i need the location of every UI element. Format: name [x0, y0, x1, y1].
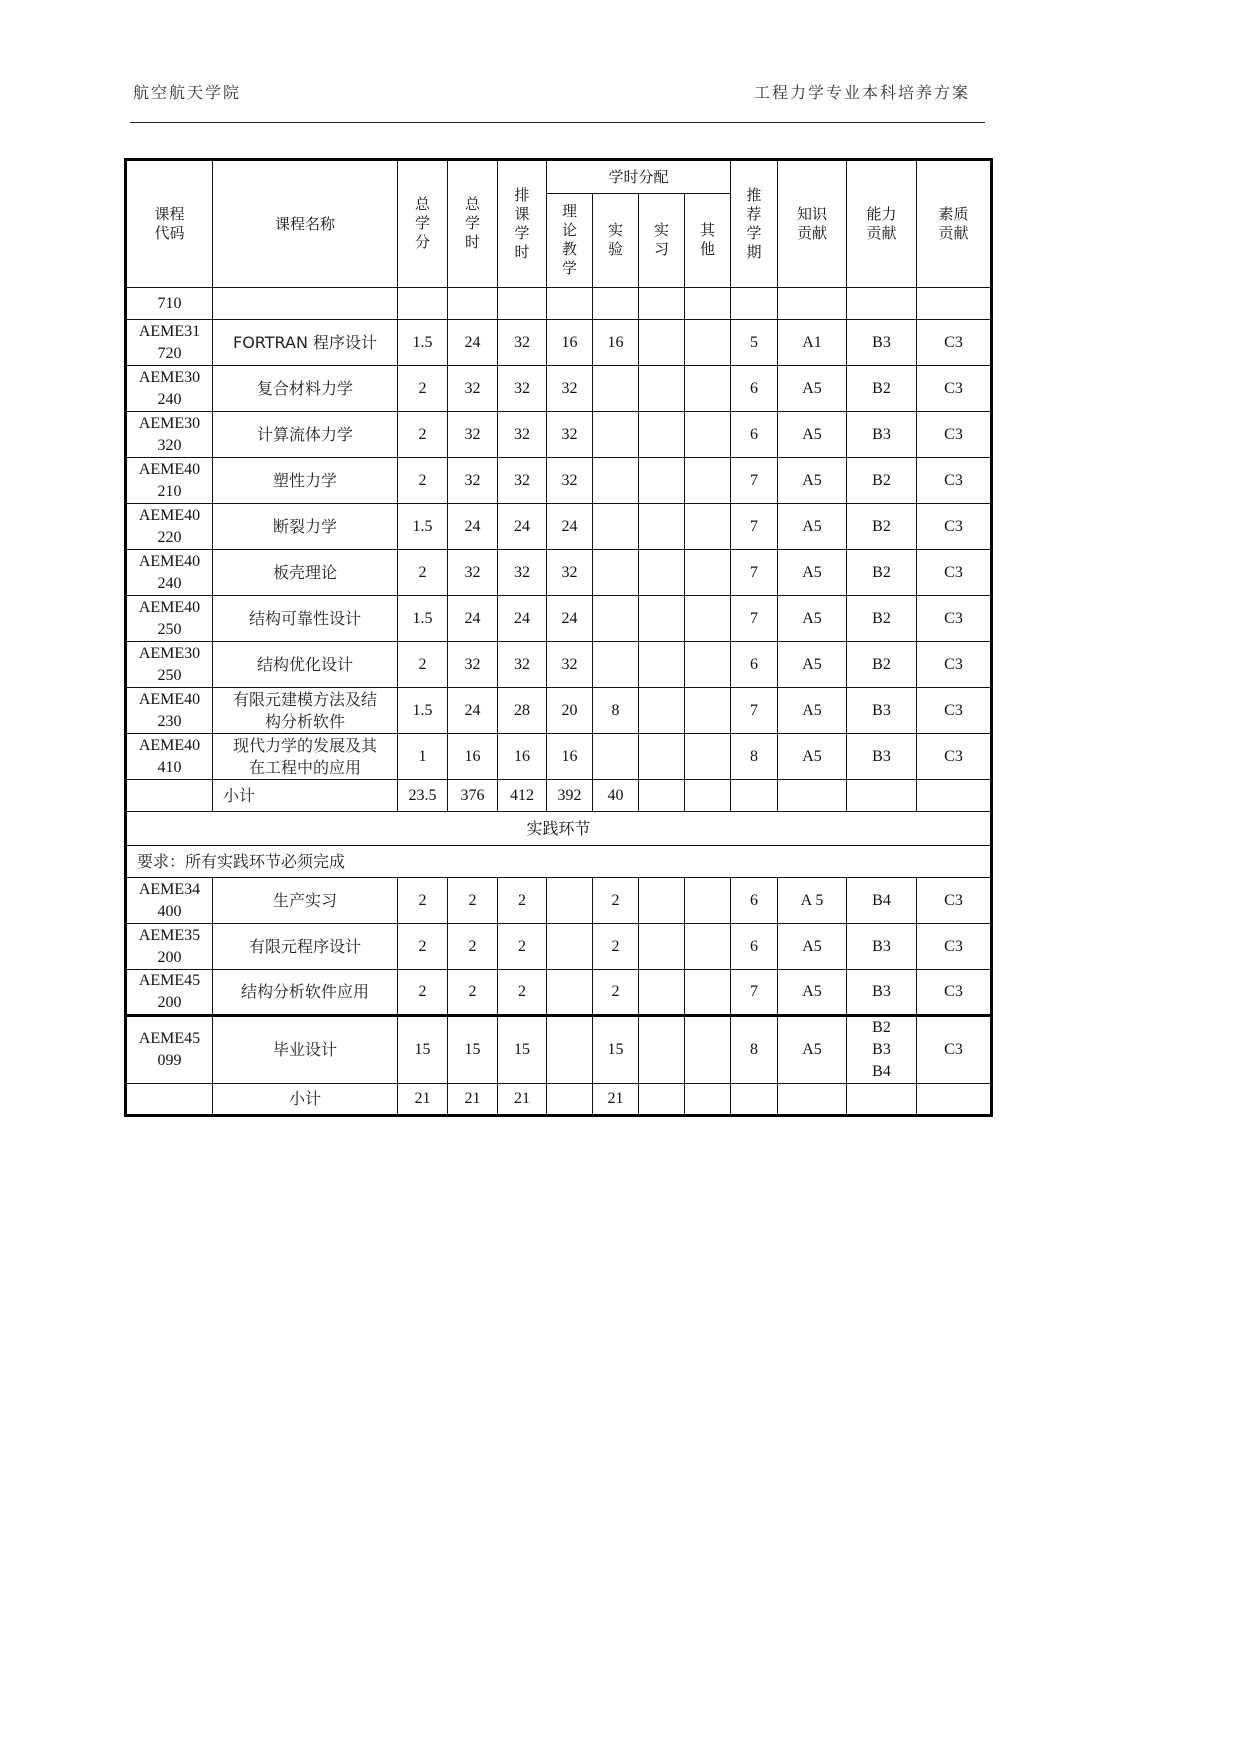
cell-credits: 2 — [398, 878, 448, 924]
cell-course-name: 毕业设计 — [213, 1016, 398, 1084]
cell-credits: 1.5 — [398, 504, 448, 550]
cell-other — [685, 596, 731, 642]
cell-a — [847, 1016, 917, 1084]
cell-q: C3 — [917, 550, 992, 596]
cell-practice — [639, 366, 685, 412]
cell-theory: 32 — [547, 458, 593, 504]
cell-semester: 6 — [731, 878, 778, 924]
cell-scheduled: 2 — [498, 970, 547, 1016]
header-school: 航空航天学院 — [133, 83, 242, 102]
table-row — [126, 688, 992, 734]
cell-lab — [593, 366, 639, 412]
cell-course-name: 塑性力学 — [213, 458, 398, 504]
cell-scheduled: 28 — [498, 688, 547, 734]
text-line: B4 — [872, 1063, 891, 1080]
cell-course-name: 结构分析软件应用 — [213, 970, 398, 1016]
table-cell — [126, 1084, 213, 1116]
col-lab: 实验 — [593, 194, 639, 288]
requirement-row — [126, 846, 992, 878]
cell-credits: 2 — [398, 458, 448, 504]
practice-row — [126, 878, 992, 924]
cell-other — [685, 642, 731, 688]
graduation-row — [126, 1016, 992, 1084]
text-line: 230 — [157, 712, 182, 730]
cell-semester: 7 — [731, 688, 778, 734]
cell-a: B2 — [847, 504, 917, 550]
cell-k: A5 — [778, 688, 847, 734]
cell-theory — [547, 878, 593, 924]
cell-semester: 7 — [731, 504, 778, 550]
text-line: AEME30 — [138, 414, 201, 432]
text-line: AEME40 — [138, 460, 201, 478]
table-cell — [639, 1084, 685, 1116]
cell-hours: 24 — [448, 320, 498, 366]
table-cell — [847, 1084, 917, 1116]
col-code: 课程代码 — [126, 160, 213, 288]
cell-lab — [593, 504, 639, 550]
table-cell — [639, 924, 685, 970]
text-line: 240 — [157, 574, 182, 592]
text-line: 200 — [157, 948, 182, 966]
text-line: 有限元建模方法及结 — [232, 689, 377, 709]
cell-code — [126, 550, 213, 596]
cell-scheduled: 15 — [498, 1016, 547, 1084]
section-title: 实践环节 — [126, 812, 992, 846]
col-quality: 素质贡献 — [917, 160, 992, 288]
header-program: 工程力学专业本科培养方案 — [753, 83, 970, 102]
cell-q: C3 — [917, 1016, 992, 1084]
col-semester: 推荐学期 — [731, 160, 778, 288]
cell-theory: 32 — [547, 412, 593, 458]
table-row — [126, 412, 992, 458]
cell-hours: 24 — [448, 596, 498, 642]
cell-k: A5 — [778, 642, 847, 688]
cell-a: B4 — [847, 878, 917, 924]
cell-k: A5 — [778, 412, 847, 458]
text-line: AEME34 — [138, 880, 201, 898]
cell-code — [126, 924, 213, 970]
cell-credits: 2 — [398, 970, 448, 1016]
cell-credits: 1 — [398, 734, 448, 780]
table-cell — [547, 1084, 593, 1116]
cell-code — [126, 366, 213, 412]
cell-k: A5 — [778, 924, 847, 970]
text-line: AEME40 — [138, 506, 201, 524]
col-group-hours: 学时分配 — [547, 160, 731, 194]
cell-semester: 7 — [731, 596, 778, 642]
cell-code — [126, 1016, 213, 1084]
table-cell — [685, 878, 731, 924]
cell-a: B3 — [847, 320, 917, 366]
table-cell — [731, 1084, 778, 1116]
cell-practice — [639, 412, 685, 458]
cell-lab: 15 — [593, 1016, 639, 1084]
cell-hours: 15 — [448, 1016, 498, 1084]
subtotal-scheduled: 21 — [498, 1084, 547, 1116]
cell-q: C3 — [917, 504, 992, 550]
cell-a: B3 — [847, 924, 917, 970]
table-row — [126, 596, 992, 642]
text-line: 720 — [157, 344, 182, 362]
cell-q: C3 — [917, 734, 992, 780]
cell-practice — [639, 550, 685, 596]
cell-practice — [639, 504, 685, 550]
cell-theory — [547, 970, 593, 1016]
cell-credits: 15 — [398, 1016, 448, 1084]
cell-k: A 5 — [778, 878, 847, 924]
cell-lab — [593, 550, 639, 596]
cell-course-name: 结构可靠性设计 — [213, 596, 398, 642]
cell-theory: 16 — [547, 734, 593, 780]
cell-practice — [639, 458, 685, 504]
cell-q: C3 — [917, 366, 992, 412]
cell-a: B2 — [847, 596, 917, 642]
cell-semester: 6 — [731, 642, 778, 688]
cell-hours: 24 — [448, 504, 498, 550]
table-cell — [731, 780, 778, 812]
col-theory: 理论教学 — [547, 194, 593, 288]
cell-course-name: 复合材料力学 — [213, 366, 398, 412]
cell-theory: 24 — [547, 504, 593, 550]
cell-q: C3 — [917, 320, 992, 366]
text-line: 099 — [157, 1052, 182, 1069]
cell-scheduled: 32 — [498, 642, 547, 688]
cell-k: A1 — [778, 320, 847, 366]
subtotal-lab: 40 — [593, 780, 639, 812]
cell-code — [126, 320, 213, 366]
cell-lab: 16 — [593, 320, 639, 366]
table-row — [126, 734, 992, 780]
cell-scheduled: 32 — [498, 458, 547, 504]
cell-course-name: 断裂力学 — [213, 504, 398, 550]
subtotal-credits: 23.5 — [398, 780, 448, 812]
cell-hours: 2 — [448, 878, 498, 924]
cell-semester: 6 — [731, 412, 778, 458]
cell-scheduled: 24 — [498, 504, 547, 550]
table-cell — [639, 878, 685, 924]
cell-code — [126, 458, 213, 504]
cell-other — [685, 504, 731, 550]
table-cell — [847, 780, 917, 812]
text-line: AEME40 — [138, 736, 201, 754]
cell-practice — [639, 320, 685, 366]
table-row-continuation — [126, 288, 992, 320]
cell-k: A5 — [778, 504, 847, 550]
col-credits: 总学分 — [398, 160, 448, 288]
text-line: 220 — [157, 528, 182, 546]
cell-theory: 24 — [547, 596, 593, 642]
cell-lab — [593, 642, 639, 688]
table-cell — [778, 780, 847, 812]
header-divider — [130, 122, 985, 123]
text-line: 250 — [157, 620, 182, 638]
cell-credits: 2 — [398, 366, 448, 412]
cell-semester: 6 — [731, 924, 778, 970]
cell-q: C3 — [917, 878, 992, 924]
cell-course-name: 计算流体力学 — [213, 412, 398, 458]
cell-course-name: 有限元程序设计 — [213, 924, 398, 970]
cell-hours: 32 — [448, 458, 498, 504]
cell-scheduled: 16 — [498, 734, 547, 780]
cell-lab: 8 — [593, 688, 639, 734]
text-line: AEME45 — [138, 972, 201, 989]
cell-other — [685, 458, 731, 504]
col-practice: 实习 — [639, 194, 685, 288]
cell-lab — [593, 596, 639, 642]
section-row — [126, 812, 992, 846]
cell-other — [685, 550, 731, 596]
cell-k: A5 — [778, 734, 847, 780]
table-cell — [685, 1016, 731, 1084]
text-line: B3 — [872, 1041, 891, 1058]
col-hours: 总学时 — [448, 160, 498, 288]
table-cell — [639, 780, 685, 812]
cell-hours: 24 — [448, 688, 498, 734]
table-cell — [126, 780, 213, 812]
cell-course-name: 板壳理论 — [213, 550, 398, 596]
cell-a: B3 — [847, 412, 917, 458]
cell-code — [126, 970, 213, 1016]
cell-code: 710 — [126, 288, 213, 320]
cell-other — [685, 320, 731, 366]
col-ability: 能力贡献 — [847, 160, 917, 288]
text-line: 构分析软件 — [264, 711, 345, 731]
cell-hours: 32 — [448, 366, 498, 412]
col-scheduled: 排课学时 — [498, 160, 547, 288]
text-line: AEME40 — [138, 690, 201, 708]
cell-q: C3 — [917, 596, 992, 642]
cell-code — [126, 734, 213, 780]
cell-semester: 8 — [731, 1016, 778, 1084]
table-cell — [778, 1084, 847, 1116]
cell-other — [685, 688, 731, 734]
cell-hours: 32 — [448, 412, 498, 458]
text-line: 在工程中的应用 — [248, 757, 361, 777]
cell-code — [126, 412, 213, 458]
cell-semester: 6 — [731, 366, 778, 412]
course-table — [124, 158, 993, 1117]
cell-theory: 16 — [547, 320, 593, 366]
cell-credits: 2 — [398, 924, 448, 970]
cell-course-name: FORTRAN 程序设计 — [213, 320, 398, 366]
text-line: 210 — [157, 482, 182, 500]
table-cell — [685, 780, 731, 812]
text-line: AEME40 — [138, 552, 201, 570]
cell-other — [685, 734, 731, 780]
cell-credits: 1.5 — [398, 688, 448, 734]
subtotal-label: 小计 — [213, 780, 398, 812]
cell-hours: 16 — [448, 734, 498, 780]
cell-theory: 32 — [547, 642, 593, 688]
text-line: 320 — [157, 436, 182, 454]
subtotal-credits: 21 — [398, 1084, 448, 1116]
table-cell — [685, 970, 731, 1016]
cell-lab — [593, 458, 639, 504]
cell-code — [126, 878, 213, 924]
cell-scheduled: 32 — [498, 366, 547, 412]
cell-code — [126, 642, 213, 688]
cell-lab — [593, 734, 639, 780]
cell-scheduled: 32 — [498, 412, 547, 458]
cell-practice — [639, 734, 685, 780]
text-line: AEME40 — [138, 598, 201, 616]
cell-theory: 20 — [547, 688, 593, 734]
cell-credits: 2 — [398, 642, 448, 688]
subtotal-row — [126, 1084, 992, 1116]
practice-row — [126, 970, 992, 1016]
text-line: 200 — [157, 994, 182, 1011]
text-line: B2 — [872, 1019, 891, 1036]
table-cell — [685, 1084, 731, 1116]
subtotal-theory: 392 — [547, 780, 593, 812]
cell-lab: 2 — [593, 924, 639, 970]
cell-q: C3 — [917, 970, 992, 1016]
requirement-text: 要求：所有实践环节必须完成 — [126, 846, 992, 878]
subtotal-row — [126, 780, 992, 812]
text-line: AEME35 — [138, 926, 201, 944]
cell-k: A5 — [778, 366, 847, 412]
table-row — [126, 504, 992, 550]
cell-scheduled: 2 — [498, 924, 547, 970]
cell-course-name: 生产实习 — [213, 878, 398, 924]
subtotal-scheduled: 412 — [498, 780, 547, 812]
cell-course-name: 结构优化设计 — [213, 642, 398, 688]
cell-practice — [639, 688, 685, 734]
text-line: AEME31 — [138, 322, 201, 340]
subtotal-lab: 21 — [593, 1084, 639, 1116]
cell-a: B3 — [847, 970, 917, 1016]
table-cell — [685, 924, 731, 970]
subtotal-hours: 21 — [448, 1084, 498, 1116]
cell-scheduled: 32 — [498, 550, 547, 596]
cell-credits: 2 — [398, 412, 448, 458]
cell-scheduled: 2 — [498, 878, 547, 924]
cell-q: C3 — [917, 688, 992, 734]
table-cell — [639, 970, 685, 1016]
cell-semester: 7 — [731, 970, 778, 1016]
cell-other — [685, 412, 731, 458]
cell-k: A5 — [778, 970, 847, 1016]
cell-lab: 2 — [593, 970, 639, 1016]
cell-semester: 7 — [731, 550, 778, 596]
cell-hours: 2 — [448, 970, 498, 1016]
cell-credits: 2 — [398, 550, 448, 596]
cell-hours: 32 — [448, 550, 498, 596]
cell-q: C3 — [917, 924, 992, 970]
cell-q: C3 — [917, 458, 992, 504]
text-line: AEME30 — [138, 644, 201, 662]
table-row — [126, 550, 992, 596]
cell-course-name — [213, 734, 398, 780]
cell-hours: 2 — [448, 924, 498, 970]
cell-a: B3 — [847, 734, 917, 780]
cell-credits: 1.5 — [398, 596, 448, 642]
text-line: 400 — [157, 902, 182, 920]
cell-code — [126, 688, 213, 734]
cell-semester: 8 — [731, 734, 778, 780]
cell-a: B2 — [847, 642, 917, 688]
text-line: 现代力学的发展及其 — [232, 735, 377, 755]
cell-theory: 32 — [547, 366, 593, 412]
subtotal-label: 小计 — [213, 1084, 398, 1116]
table-row — [126, 458, 992, 504]
cell-k: A5 — [778, 1016, 847, 1084]
subtotal-hours: 376 — [448, 780, 498, 812]
cell-k: A5 — [778, 596, 847, 642]
table-cell — [917, 1084, 992, 1116]
cell-q: C3 — [917, 642, 992, 688]
cell-theory: 32 — [547, 550, 593, 596]
text-line: 410 — [157, 758, 182, 776]
col-name: 课程名称 — [213, 160, 398, 288]
cell-theory — [547, 924, 593, 970]
cell-a: B2 — [847, 550, 917, 596]
text-line: 250 — [157, 666, 182, 684]
cell-a: B2 — [847, 458, 917, 504]
table-row — [126, 320, 992, 366]
cell-hours: 32 — [448, 642, 498, 688]
cell-practice — [639, 642, 685, 688]
cell-q: C3 — [917, 412, 992, 458]
cell-k: A5 — [778, 550, 847, 596]
cell-code — [126, 596, 213, 642]
cell-semester: 5 — [731, 320, 778, 366]
col-other: 其他 — [685, 194, 731, 288]
text-line: 240 — [157, 390, 182, 408]
cell-lab: 2 — [593, 878, 639, 924]
cell-a: B2 — [847, 366, 917, 412]
table-row — [126, 366, 992, 412]
table-cell — [917, 780, 992, 812]
table-row — [126, 642, 992, 688]
cell-course-name — [213, 688, 398, 734]
cell-k: A5 — [778, 458, 847, 504]
cell-a: B3 — [847, 688, 917, 734]
cell-scheduled: 24 — [498, 596, 547, 642]
cell-semester: 7 — [731, 458, 778, 504]
cell-other — [685, 366, 731, 412]
practice-row — [126, 924, 992, 970]
cell-scheduled: 32 — [498, 320, 547, 366]
cell-credits: 1.5 — [398, 320, 448, 366]
table-cell — [639, 1016, 685, 1084]
text-line: AEME30 — [138, 368, 201, 386]
cell-practice — [639, 596, 685, 642]
text-line: AEME45 — [138, 1030, 201, 1047]
cell-code — [126, 504, 213, 550]
cell-lab — [593, 412, 639, 458]
table-cell — [547, 1016, 593, 1084]
col-knowledge: 知识贡献 — [778, 160, 847, 288]
